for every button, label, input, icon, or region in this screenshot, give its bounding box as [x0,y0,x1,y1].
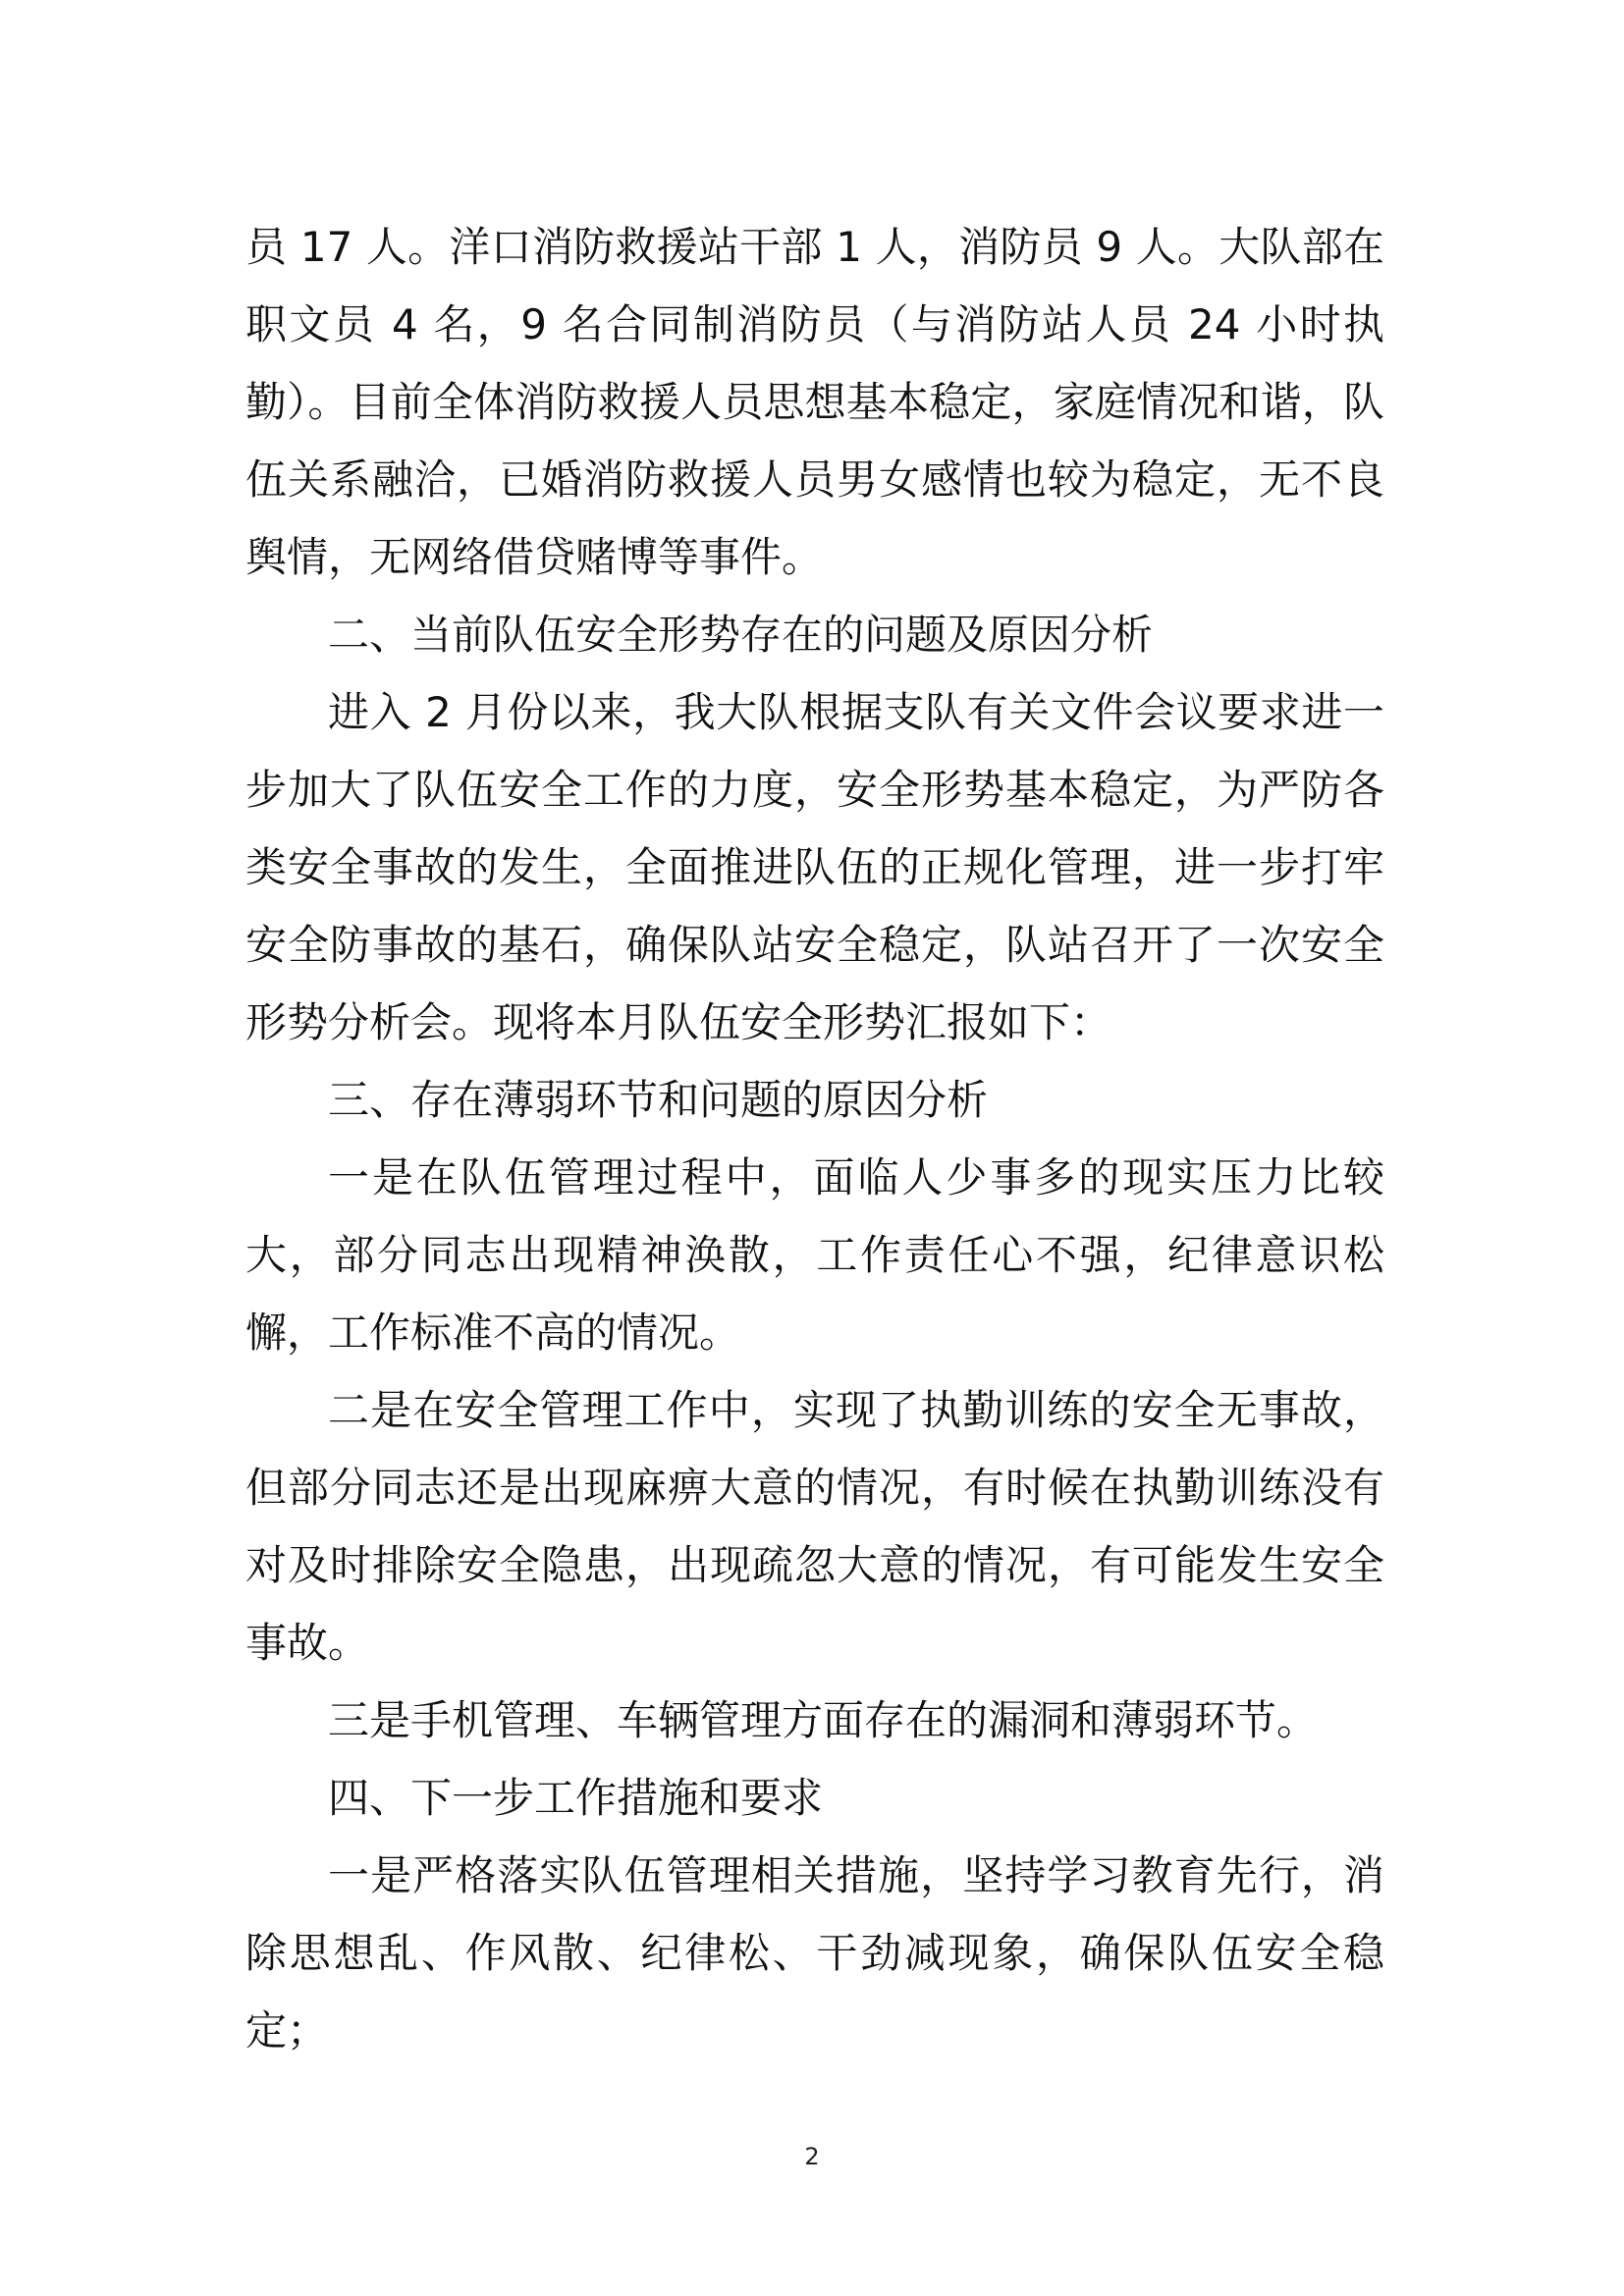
section-heading-2: 二、当前队伍安全形势存在的问题及原因分析 [328,611,1154,659]
paragraph: 二是在安全管理工作中，实现了执勤训练的安全无事故，但部分同志还是出现麻痹大意的情况，有时候在执勤训练没有对及时排除安全隐患，出现疏忽大意的情况，有可能发生安全事故。 [245,1386,1384,1667]
page-number: 2 [804,2143,820,2170]
paragraph: 一是在队伍管理过程中，面临人少事多的现实压力比较大，部分同志出现精神涣散，工作责任心不强，纪律意识松懈，工作标准不高的情况。 [245,1153,1384,1357]
paragraph: 进入 2 月份以来，我大队根据支队有关文件会议要求进一步加大了队伍安全工作的力度，安全形势基本稳定，为严防各类安全事故的发生，全面推进队伍的正规化管理，进一步打牢安全防事故的基石，确保队站安全稳定，队站召开了一次安全形势分析会。现将本月队伍安全形势汇报如下： [245,688,1384,1046]
paragraph: 一是严格落实队伍管理相关措施，坚持学习教育先行，消除思想乱、作风散、纪律松、干劲减现象，确保队伍安全稳定； [245,1851,1384,2055]
document-body [245,208,1384,2069]
section-heading-3: 三、存在薄弱环节和问题的原因分析 [328,1076,989,1124]
paragraph-continuation: 员 17 人。洋口消防救援站干部 1 人，消防员 9 人。大队部在职文员 4 名，9 名合同制消防员（与消防站人员 24 小时执勤）。目前全体消防救援人员思想基本稳定，家庭情况和谐，队伍关系融洽，已婚消防救援人员男女感情也较为稳定，无不良舆情，无网络借贷赌博等事件。 [245,223,1384,581]
section-heading-4: 四、下一步工作措施和要求 [328,1774,824,1822]
paragraph: 三是手机管理、车辆管理方面存在的漏洞和薄弱环节。 [328,1696,1319,1744]
